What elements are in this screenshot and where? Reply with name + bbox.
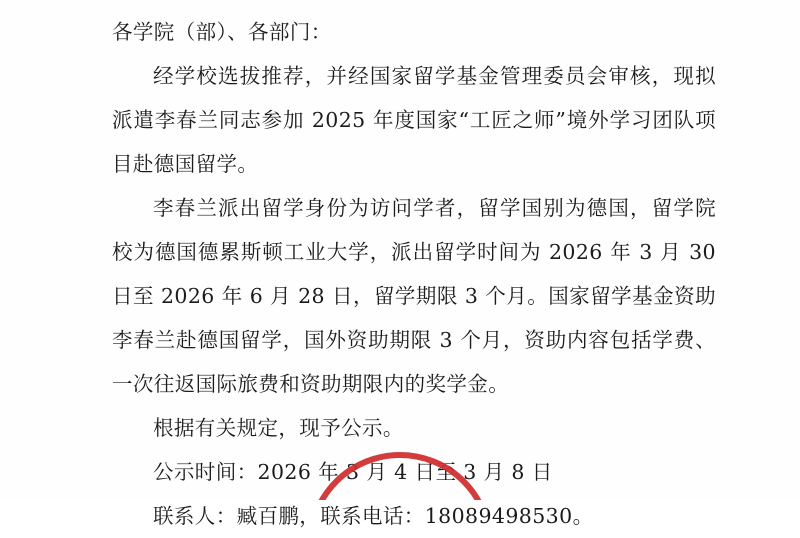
document-body (112, 10, 716, 538)
paragraph-notice-period: 公示时间：2026 年 3 月 4 日至 3 月 8 日 (153, 460, 553, 484)
paragraph-details: 李春兰派出留学身份为访问学者，留学国别为德国，留学院校为德国德累斯顿工业大学，派出留学时间为 2026 年 3 月 30 日至 2026 年 6 月 28 日，留学期限 3 个月。国家留学基金资助李春兰赴德国留学，国外资助期限 3 个月，资助内容包括学费、一次往返国际旅费和资助期限内的奖学金。 (112, 196, 716, 396)
paragraph-contact: 联系人：臧百鹏，联系电话：18089498530。 (153, 504, 594, 528)
paragraph-approval: 经学校选拔推荐，并经国家留学基金管理委员会审核，现拟派遣李春兰同志参加 2025 年度国家“工匠之师”境外学习团队项目赴德国留学。 (112, 64, 716, 176)
paragraph-regulation: 根据有关规定，现予公示。 (153, 416, 404, 440)
paragraph-recipients: 各学院（部）、各部门： (112, 20, 332, 44)
